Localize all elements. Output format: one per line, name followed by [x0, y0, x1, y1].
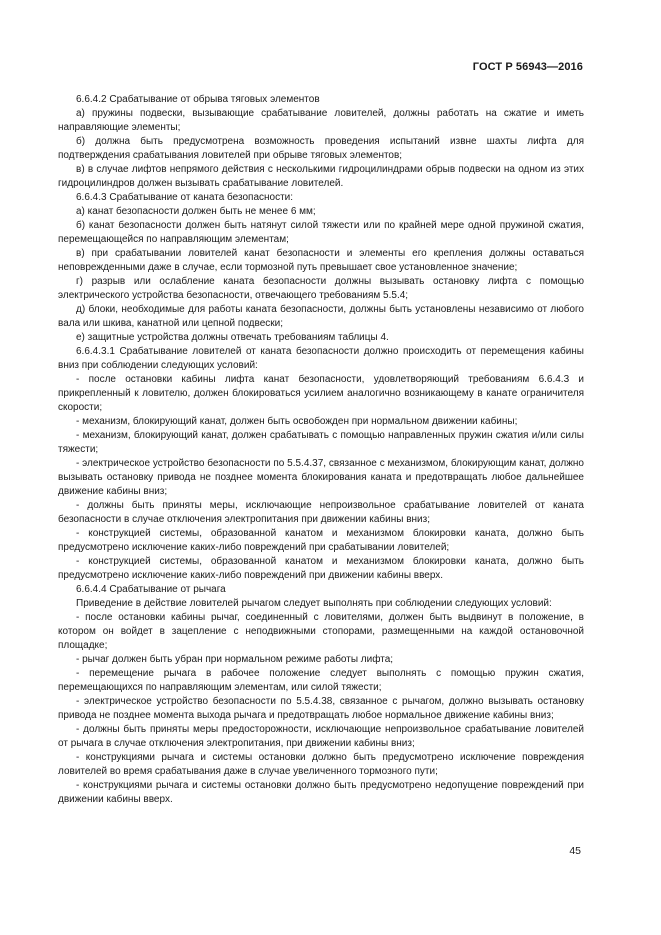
body-text: [58, 93, 584, 807]
list-item: - должны быть приняты меры предосторожности, исключающие непроизвольное срабатывание ловителей от рычага в случае отключения электропитания, при движении кабины вниз;: [58, 724, 584, 749]
section-heading-6-6-4-2: 6.6.4.2 Срабатывание от обрыва тяговых элементов: [76, 94, 320, 105]
list-item: - конструкцией системы, образованной канатом и механизмом блокировки каната, должно быть предусмотрено исключение каких-либо повреждений при срабатывании ловителей;: [58, 528, 584, 553]
list-item: в) в случае лифтов непрямого действия с несколькими гидроцилиндрами обрыв подвески на одном из этих гидроцилиндров должен вызывать срабатывание ловителей.: [58, 164, 584, 189]
section-heading-6-6-4-3: 6.6.4.3 Срабатывание от каната безопасности:: [76, 192, 294, 203]
list-item: е) защитные устройства должны отвечать требованиям таблицы 4.: [76, 332, 389, 343]
list-item: - перемещение рычага в рабочее положение следует выполнять с помощью пружин сжатия, перемещающихся по направляющим элементам, или силой тяжести;: [58, 668, 584, 693]
document-code-header: ГОСТ Р 56943—2016: [472, 61, 583, 73]
list-item: г) разрыв или ослабление каната безопасности должны вызывать остановку лифта с помощью электрического устройства безопасности, отвечающего требованиям 5.5.4;: [58, 276, 584, 301]
list-item: а) пружины подвески, вызывающие срабатывание ловителей, должны работать на сжатие и иметь направляющие элементы;: [58, 108, 584, 133]
list-item: в) при срабатывании ловителей канат безопасности и элементы его крепления должны оставаться неповрежденными даже в случае, если тормозной путь превышает свое установленное значение;: [58, 248, 584, 273]
list-item: - электрическое устройство безопасности по 5.5.4.38, связанное с рычагом, должно вызывать остановку привода не позднее момента выхода рычага и предотвращать любое нормальное движение кабины вниз;: [58, 696, 584, 721]
page-number: 45: [569, 845, 581, 857]
list-item: - должны быть приняты меры, исключающие непроизвольное срабатывание ловителей от каната безопасности в случае отключения электропитания при движении кабины вниз;: [58, 500, 584, 525]
list-item: б) канат безопасности должен быть натянут силой тяжести или по крайней мере одной пружиной сжатия, перемещающейся по направляющим элементам;: [58, 220, 584, 245]
paragraph: Приведение в действие ловителей рычагом следует выполнять при соблюдении следующих условий:: [76, 598, 552, 609]
list-item: - после остановки кабины лифта канат безопасности, удовлетворяющий требованиям 6.6.4.3 и прикрепленный к ловителю, должен блокироваться усилием аналогично возникающему в канате ограничителя скорости;: [58, 374, 584, 413]
list-item: - рычаг должен быть убран при нормальном режиме работы лифта;: [76, 654, 394, 665]
list-item: а) канат безопасности должен быть не менее 6 мм;: [76, 206, 316, 217]
section-heading-6-6-4-3-1: 6.6.4.3.1 Срабатывание ловителей от каната безопасности должно происходить от перемещения кабины вниз при соблюдении следующих условий:: [58, 346, 584, 371]
list-item: - механизм, блокирующий канат, должен срабатывать с помощью направленных пружин сжатия и/или силы тяжести;: [58, 430, 584, 455]
list-item: - конструкцией системы, образованной канатом и механизмом блокировки каната, должно быть предусмотрено исключение каких-либо повреждений при движении кабины вверх.: [58, 556, 584, 581]
section-heading-6-6-4-4: 6.6.4.4 Срабатывание от рычага: [76, 584, 226, 595]
list-item: - конструкциями рычага и системы остановки должно быть предусмотрено недопущение повреждений при движении кабины вверх.: [58, 780, 584, 805]
list-item: - механизм, блокирующий канат, должен быть освобожден при нормальном движении кабины;: [76, 416, 518, 427]
list-item: - конструкциями рычага и системы остановки должно быть предусмотрено исключение повреждения ловителей во время срабатывания даже в случае увеличенного тормозного пути;: [58, 752, 584, 777]
list-item: - электрическое устройство безопасности по 5.5.4.37, связанное с механизмом, блокирующим канат, должно вызывать остановку привода не позднее момента блокирования каната и предотвращать любое дальнейшее движение кабины вниз;: [58, 458, 584, 497]
list-item: б) должна быть предусмотрена возможность проведения испытаний извне шахты лифта для подтверждения срабатывания ловителей при обрыве тяговых элементов;: [58, 136, 584, 161]
list-item: д) блоки, необходимые для работы каната безопасности, должны быть установлены независимо от любого вала или шкива, канатной или цепной подвески;: [58, 304, 584, 329]
list-item: - после остановки кабины рычаг, соединенный с ловителями, должен быть выдвинут в положение, в котором он войдет в зацепление с неподвижными стопорами, размещенными на каждой остановочной площадке;: [58, 612, 584, 651]
